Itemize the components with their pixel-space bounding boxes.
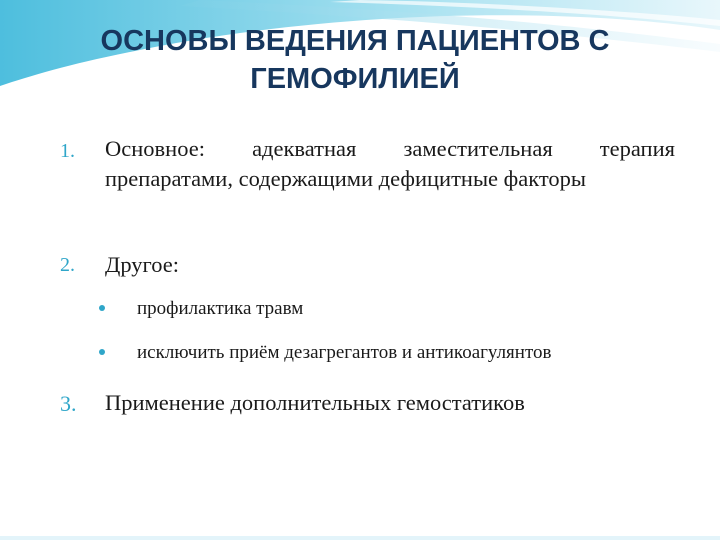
sub-item-text: исключить приём дезагрегантов и антикоагулянтов: [137, 342, 552, 363]
list-item-text: Основное: адекватная заместительная терапия препаратами, содержащими дефицитные факторы: [105, 136, 675, 191]
slide-title: ОСНОВЫ ВЕДЕНИЯ ПАЦИЕНТОВ С ГЕМОФИЛИЕЙ: [100, 25, 610, 95]
list-number: 2.: [60, 254, 75, 276]
list-item-text: Другое:: [105, 252, 179, 277]
list-item-3: [60, 388, 700, 418]
bullet-icon: [99, 349, 105, 355]
sub-item-1: [110, 296, 303, 322]
sub-item-text: профилактика травм: [137, 298, 304, 319]
bullet-icon: [99, 305, 105, 311]
list-number: 1.: [60, 140, 75, 162]
list-number: 3.: [60, 391, 77, 416]
list-item-text: Применение дополнительных гемостатиков: [105, 390, 525, 415]
sub-item-2: [110, 340, 552, 366]
list-item-1: [60, 134, 675, 194]
list-item-2: [60, 250, 675, 280]
